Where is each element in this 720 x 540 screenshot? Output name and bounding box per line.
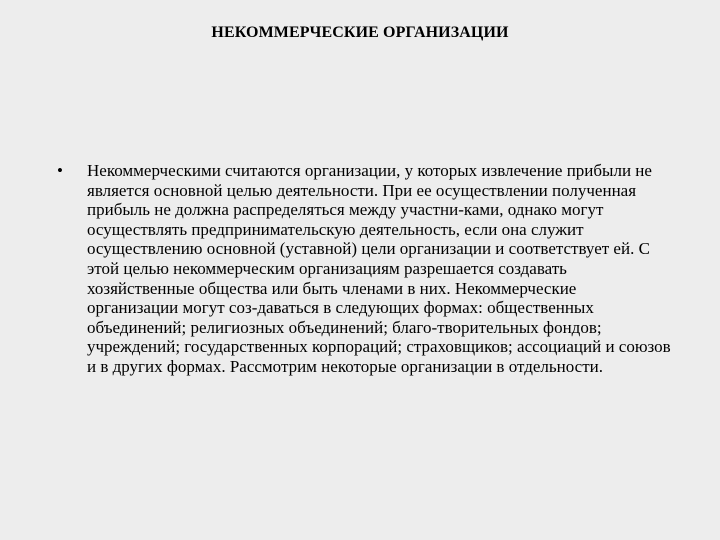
body-paragraph: Некоммерческими считаются организации, у которых извлечение прибыли не является основной целью деятельности. При ее осуществлении полученная прибыль не должна распределяться между участни-ками, однако могут осуществлять предпринимательскую деятельность, если она служит осуществлению основной (уставной) цели организации и соответствует ей. С этой целью некоммерческим организациям разрешается создавать хозяйственные общества или быть членами в них. Некоммерческие организации могут соз-даваться в следующих формах: общественных объединений; религиозных объединений; благо-творительных фондов; учреждений; государственных корпораций; страховщиков; ассоциаций и союзов и в других формах. Рассмотрим некоторые организации в отдельности.	[87, 161, 671, 376]
slide-title: НЕКОММЕРЧЕСКИЕ ОРГАНИЗАЦИИ	[211, 24, 509, 41]
bullet-icon: •	[57, 161, 63, 180]
bullet-list-item	[57, 161, 677, 377]
